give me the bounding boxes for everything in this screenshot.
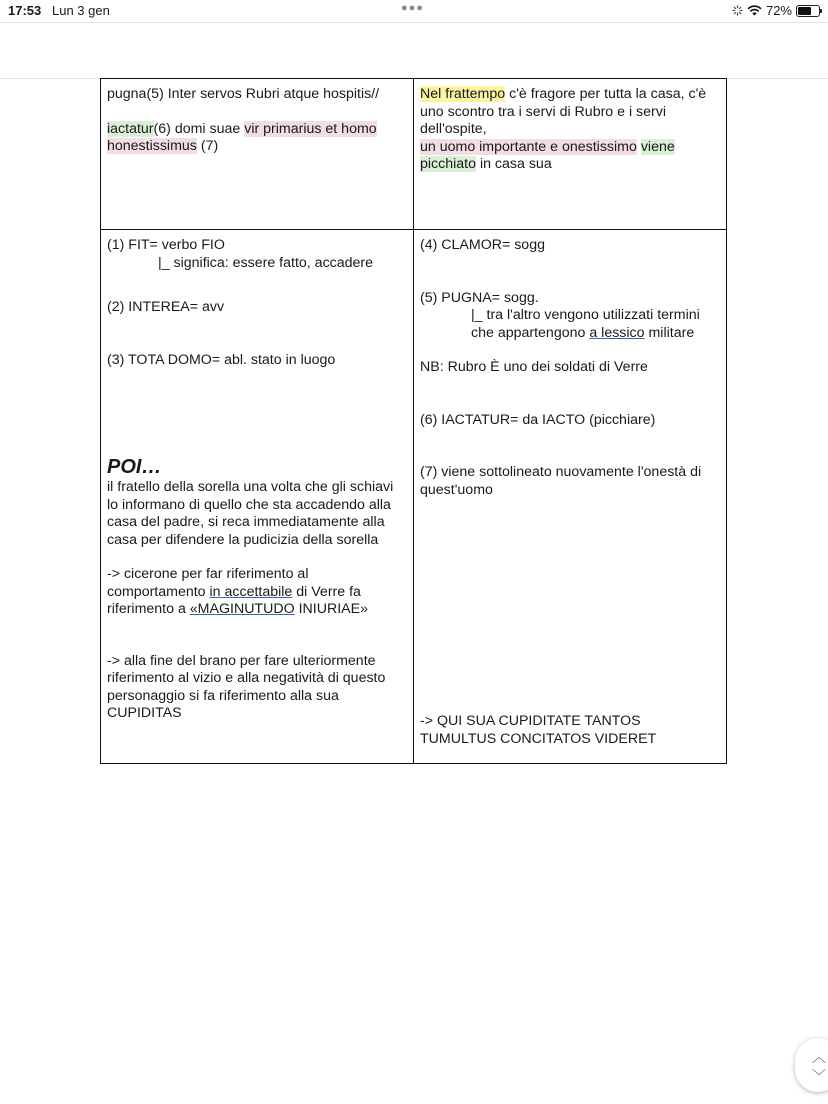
note-pugna: (5) PUGNA= sogg. — [420, 289, 539, 306]
cell-translation — [414, 79, 727, 230]
latin-text: (6) domi suae — [153, 120, 245, 137]
latin-line-1: pugna(5) Inter servos Rubri atque hospitis// — [107, 86, 380, 102]
text: di Verre fa riferimento a — [107, 583, 361, 617]
paragraph-fratello: il fratello della sorella una volta che gli schiavi lo informano di quello che sta accadendo alla casa del padre, si reca immediatamente alla casa per difendere la pudicizia della sorella — [107, 479, 394, 548]
translation-part-1: c'è fragore per tutta la casa, c'è uno scontro tra i servi di Rubro e i servi dell'ospite, — [420, 86, 707, 137]
note-nb-rubro: NB: Rubro È uno dei soldati di Verre — [420, 359, 648, 375]
note-tota-domo: (3) TOTA DOMO= abl. stato in luogo — [107, 351, 336, 368]
page-scroll-control[interactable] — [795, 1038, 828, 1092]
translation-text — [420, 86, 720, 174]
note-clamor: (4) CLAMOR= sogg — [420, 237, 545, 253]
note-fit-meaning: |_ significa: essere fatto, accadere — [158, 254, 374, 271]
battery-fill — [798, 7, 811, 15]
cell-notes-right — [414, 230, 727, 764]
status-right — [732, 3, 820, 18]
status-time: 17:53 — [8, 3, 42, 18]
table-row — [101, 79, 727, 230]
chevron-down-icon[interactable]: ﹀ — [812, 1068, 826, 1084]
text: |_ tra l'altro vengono utilizzati termini che appartengono — [471, 307, 700, 341]
status-bar — [0, 0, 828, 22]
latin-note-ref: (7) — [196, 138, 219, 154]
loading-spinner-icon — [732, 5, 743, 16]
multitasking-dots-icon[interactable]: ●●● — [401, 2, 424, 14]
translation-part-2: in casa sua — [476, 156, 552, 172]
status-date: Lun 3 gen — [52, 3, 110, 18]
text: INIURIAE» — [294, 601, 368, 617]
underlined-in-accettabile: in accettabile — [209, 583, 293, 600]
note-interea: (2) INTEREA= avv — [107, 299, 225, 315]
latin-line-2 — [107, 121, 407, 156]
note-fit: (1) FIT= verbo FIO — [107, 237, 225, 253]
note-onesta: (7) viene sottolineato nuovamente l'onestà di quest'uomo — [420, 464, 702, 498]
heading-poi: POI… — [107, 456, 162, 478]
note-qui-sua-cupiditate: -> QUI SUA CUPIDITATE TANTOS TUMULTUS CONCITATOS VIDERET — [420, 713, 657, 747]
highlight-vir-primarius: vir primarius et homo honestissimus — [107, 120, 377, 154]
highlight-uomo-importante: un uomo importante e onestissimo — [420, 138, 637, 155]
notes-table — [100, 78, 727, 764]
text: militare — [644, 324, 695, 341]
top-divider — [0, 22, 828, 23]
cell-latin-text — [101, 79, 414, 230]
text: -> cicerone per far riferimento al comportamento — [107, 566, 309, 600]
battery-icon — [796, 5, 820, 17]
highlight-nel-frattempo: Nel frattempo — [420, 86, 506, 102]
paragraph-cicerone — [107, 566, 407, 619]
chevron-up-icon[interactable]: ︿ — [812, 1049, 826, 1065]
battery-percent: 72% — [765, 3, 792, 18]
cell-notes-left — [101, 230, 414, 764]
note-pugna-detail — [420, 307, 720, 342]
underlined-a-lessico: a lessico — [589, 324, 645, 341]
underlined-maginutudo: «MAGINUTUDO — [189, 601, 295, 617]
highlight-viene-picchiato: viene picchiato — [420, 138, 675, 172]
highlight-iactatur: iactatur — [107, 120, 154, 137]
table-row — [101, 230, 727, 764]
wifi-icon — [747, 5, 762, 16]
paragraph-cupiditas: -> alla fine del brano per fare ulteriormente riferimento al vizio e alla negatività di questo personaggio si fa riferimento alla sua CUPIDITAS — [107, 652, 386, 721]
note-iactatur: (6) IACTATUR= da IACTO (picchiare) — [420, 411, 656, 428]
